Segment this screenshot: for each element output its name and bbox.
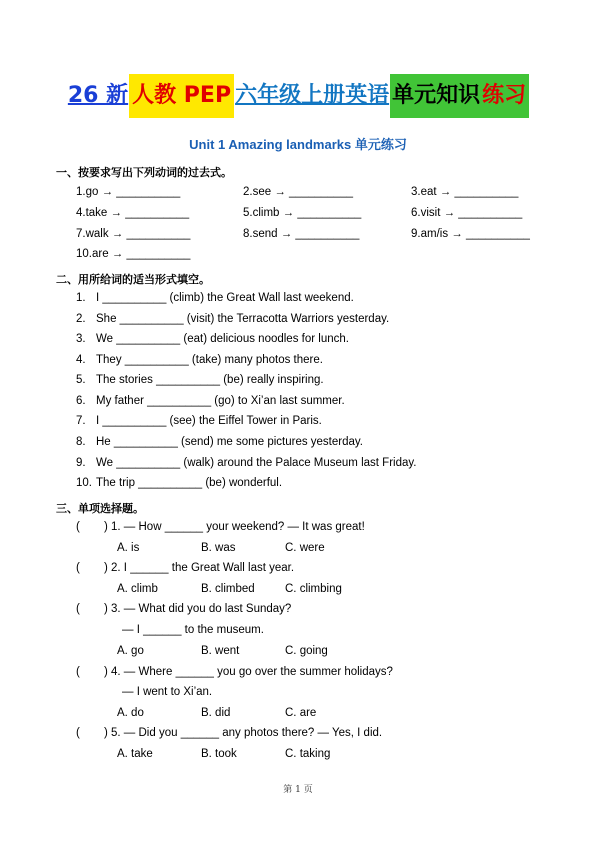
item-text: We __________ (walk) around the Palace Museum last Friday. bbox=[96, 457, 417, 469]
page-title bbox=[0, 74, 596, 118]
option-b: B. did bbox=[201, 707, 231, 719]
question-3 bbox=[76, 603, 291, 615]
section3-heading: 三、单项选择题。 bbox=[56, 502, 144, 515]
item-text: She __________ (visit) the Terracotta Warriors yesterday. bbox=[96, 313, 390, 325]
fill-item bbox=[76, 436, 363, 448]
section2-heading: 二、用所给词的适当形式填空。 bbox=[56, 273, 210, 286]
verb-item: 1.go → __________ bbox=[76, 186, 181, 198]
option-a: A. do bbox=[117, 707, 144, 719]
question-1 bbox=[76, 521, 365, 533]
page-number: 第 1 页 bbox=[283, 785, 313, 795]
question-5 bbox=[76, 727, 382, 739]
item-number: 10. bbox=[76, 477, 92, 489]
verb-item: 7.walk → __________ bbox=[76, 228, 191, 240]
answer-paren: ( bbox=[76, 521, 80, 533]
title-part-knowledge: 单元知识 bbox=[390, 74, 482, 118]
question-text: ) 5. — Did you ______ any photos there? — Yes, I did. bbox=[104, 727, 383, 739]
option-c: C. were bbox=[285, 542, 325, 554]
fill-item bbox=[76, 313, 389, 325]
question-4-reply: — I went to Xi’an. bbox=[122, 686, 213, 698]
option-b: B. was bbox=[201, 542, 236, 554]
option-b: B. climbed bbox=[201, 583, 255, 595]
subtitle-text: Unit 1 Amazing landmarks 单元练习 bbox=[189, 137, 407, 152]
title-part-practice: 练习 bbox=[482, 74, 529, 118]
item-number: 2. bbox=[76, 313, 86, 325]
fill-item bbox=[76, 374, 324, 386]
option-c: C. going bbox=[285, 645, 328, 657]
option-c: C. climbing bbox=[285, 583, 342, 595]
item-number: 6. bbox=[76, 395, 86, 407]
fill-item bbox=[76, 292, 354, 304]
fill-item bbox=[76, 477, 282, 489]
item-number: 3. bbox=[76, 333, 86, 345]
verb-item: 3.eat → __________ bbox=[411, 186, 519, 198]
answer-paren: ( bbox=[76, 666, 80, 678]
option-a: A. go bbox=[117, 645, 144, 657]
option-a: A. is bbox=[117, 542, 140, 554]
verb-item: 6.visit → __________ bbox=[411, 207, 523, 219]
fill-item bbox=[76, 333, 349, 345]
fill-item bbox=[76, 415, 322, 427]
section1-heading: 一、按要求写出下列动词的过去式。 bbox=[56, 166, 232, 179]
item-text: The trip __________ (be) wonderful. bbox=[96, 477, 283, 489]
title-part-grade: 六年级上册英语 bbox=[235, 83, 390, 108]
item-number: 4. bbox=[76, 354, 86, 366]
item-number: 8. bbox=[76, 436, 86, 448]
item-text: We __________ (eat) delicious noodles for lunch. bbox=[96, 333, 349, 345]
question-2 bbox=[76, 562, 294, 574]
question-text: ) 3. — What did you do last Sunday? bbox=[104, 603, 292, 615]
question-text: ) 2. I ______ the Great Wall last year. bbox=[104, 562, 295, 574]
answer-paren: ( bbox=[76, 603, 80, 615]
title-part-publisher: 人教 PEP bbox=[129, 74, 234, 118]
fill-item bbox=[76, 395, 345, 407]
item-text: The stories __________ (be) really inspiring. bbox=[96, 374, 324, 386]
fill-item bbox=[76, 457, 416, 469]
fill-item bbox=[76, 354, 323, 366]
item-text: They __________ (take) many photos there. bbox=[96, 354, 323, 366]
verb-item: 4.take → __________ bbox=[76, 207, 190, 219]
option-a: A. climb bbox=[117, 583, 158, 595]
verb-item: 10.are → __________ bbox=[76, 248, 191, 260]
item-number: 5. bbox=[76, 374, 86, 386]
subtitle bbox=[0, 134, 596, 153]
item-text: My father __________ (go) to Xi’an last summer. bbox=[96, 395, 345, 407]
question-3-reply: — I ______ to the museum. bbox=[122, 624, 264, 636]
item-number: 1. bbox=[76, 292, 86, 304]
option-b: B. went bbox=[201, 645, 240, 657]
item-number: 9. bbox=[76, 457, 86, 469]
verb-item: 5.climb → __________ bbox=[243, 207, 362, 219]
item-text: I __________ (climb) the Great Wall last weekend. bbox=[96, 292, 354, 304]
answer-paren: ( bbox=[76, 727, 80, 739]
item-text: I __________ (see) the Eiffel Tower in Paris. bbox=[96, 415, 322, 427]
question-text: ) 1. — How ______ your weekend? — It was great! bbox=[104, 521, 365, 533]
option-c: C. are bbox=[285, 707, 317, 719]
option-a: A. take bbox=[117, 748, 153, 760]
option-c: C. taking bbox=[285, 748, 331, 760]
title-part-number: 26 新 bbox=[67, 83, 129, 108]
item-number: 7. bbox=[76, 415, 86, 427]
question-4 bbox=[76, 666, 393, 678]
verb-item: 8.send → __________ bbox=[243, 228, 360, 240]
item-text: He __________ (send) me some pictures yesterday. bbox=[96, 436, 363, 448]
answer-paren: ( bbox=[76, 562, 80, 574]
option-b: B. took bbox=[201, 748, 237, 760]
verb-item: 9.am/is → __________ bbox=[411, 228, 530, 240]
verb-item: 2.see → __________ bbox=[243, 186, 353, 198]
question-text: ) 4. — Where ______ you go over the summer holidays? bbox=[104, 666, 393, 678]
